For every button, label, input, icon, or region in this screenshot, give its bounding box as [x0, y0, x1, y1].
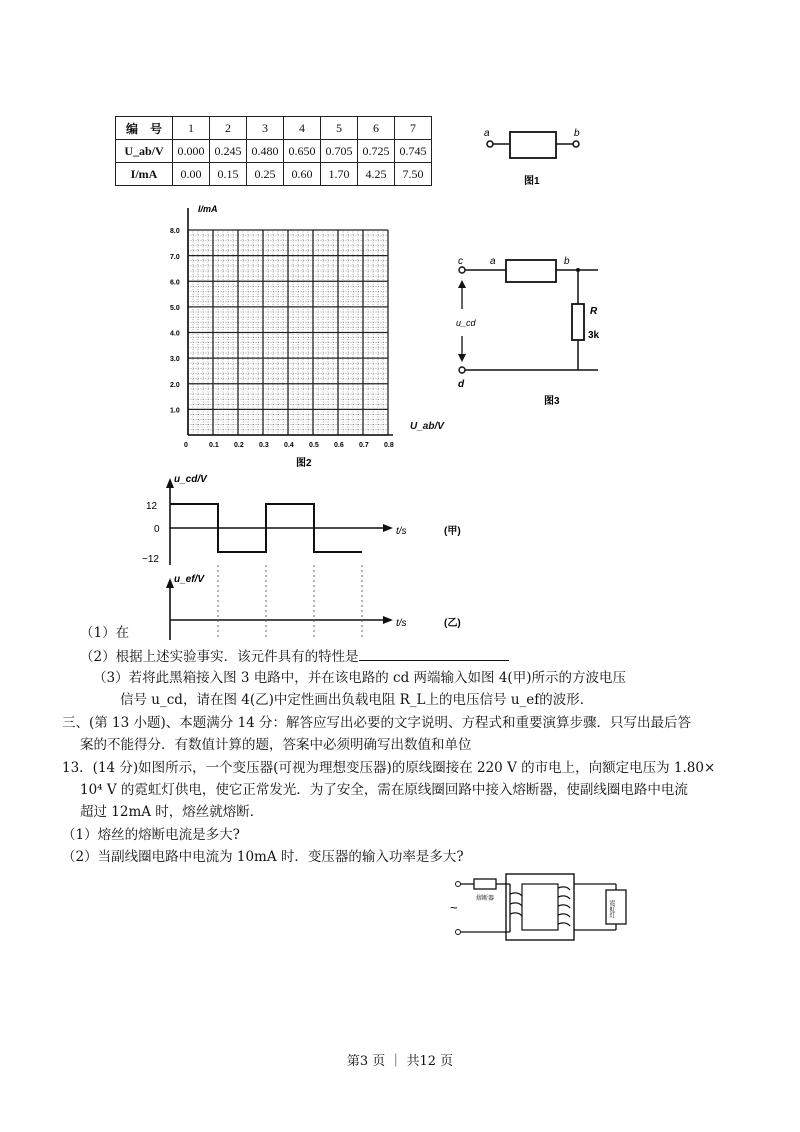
resistor-label: R: [590, 306, 598, 317]
table-cell: 0.650: [284, 140, 321, 163]
table-cell: 0.60: [284, 163, 321, 186]
x-tick-label: 0.2: [234, 442, 244, 449]
data-table: [115, 116, 432, 186]
table-row: [116, 163, 432, 186]
voltage-ucd-label: u_cd: [456, 318, 476, 328]
top-tag: (甲): [444, 526, 461, 537]
resistor-value: 3k: [588, 330, 600, 341]
table-cell: 0.245: [210, 140, 247, 163]
x-tick-label: 0.8: [384, 442, 394, 449]
section-3-header-cont: 案的不能得分．有数值计算的题，答案中必须明确写出数值和单位: [80, 737, 472, 753]
x-axis-label: U_ab/V: [410, 421, 444, 432]
table-cell: 0.00: [173, 163, 210, 186]
y-tick-label: 2.0: [170, 381, 180, 389]
table-header-row: [116, 117, 432, 140]
table-cell: 0.25: [247, 163, 284, 186]
fuse-symbol: [474, 879, 496, 889]
tick-label: 0: [154, 524, 160, 535]
table-cell: 7.50: [395, 163, 432, 186]
x-tick-label: 0: [184, 442, 188, 449]
table-cell: 0.480: [247, 140, 284, 163]
table-header-cell: 编 号: [116, 117, 173, 140]
bottom-tag: (乙): [444, 618, 461, 629]
table-header-cell: 1: [173, 117, 210, 140]
y-tick-label: 3.0: [170, 356, 180, 364]
table-row: [116, 140, 432, 163]
terminal-a-label: a: [484, 128, 490, 139]
table-cell: 0.705: [321, 140, 358, 163]
figure-3-circuit: [448, 254, 608, 414]
tick-label: 12: [146, 501, 158, 512]
question-13-part1: （1）熔丝的熔断电流是多大?: [62, 827, 240, 843]
x-tick-label: 0.5: [309, 442, 319, 449]
top-y-label: u_cd/V: [174, 474, 207, 485]
figure-2-grid-chart: [168, 200, 408, 470]
terminal-d-label: d: [458, 379, 465, 390]
table-header-cell: 7: [395, 117, 432, 140]
transformer-figure: [448, 860, 638, 950]
y-tick-label: 6.0: [170, 279, 180, 287]
question-part-2: （2）根据上述实验事实．该元件具有的特性是: [80, 646, 509, 666]
question-part-1: （1）在: [80, 625, 130, 641]
terminal-a-label: a: [490, 256, 496, 267]
question-13-line2: 10⁴ V 的霓虹灯供电，使它正常发光．为了安全，需在原线圈回路中接入熔断器，使副线圈电路中电流: [80, 782, 688, 798]
question-13-line3: 超过 12mA 时，熔丝就熔断．: [80, 804, 264, 820]
tick-label: −12: [142, 554, 159, 565]
table-header-cell: 5: [321, 117, 358, 140]
y-tick-label: 4.0: [170, 330, 180, 338]
question-13-line1: 13．(14 分)如图所示，一个变压器(可视为理想变压器)的原线圈接在 220 V 的市电上，向额定电压为 1.80×: [62, 760, 716, 776]
ac-symbol: ~: [450, 900, 458, 915]
table-cell: 4.25: [358, 163, 395, 186]
top-t-label: t/s: [396, 526, 407, 537]
page-footer: 第3 页 ｜ 共12 页: [346, 1054, 454, 1069]
figure-3-caption: 图3: [544, 396, 560, 407]
table-cell: 0.000: [173, 140, 210, 163]
table-cell: 0.15: [210, 163, 247, 186]
question-part-3b: 信号 u_cd，请在图 4(乙)中定性画出负载电阻 R_L上的电压信号 u_ef的波形．: [120, 692, 594, 708]
y-tick-label: 7.0: [170, 253, 180, 261]
y-tick-label: 8.0: [170, 228, 180, 236]
section-3-header: 三、(第 13 小题)、本题满分 14 分：解答应写出必要的文字说明、方程式和重要演算步骤．只写出最后答: [62, 715, 692, 731]
table-cell: I/mA: [116, 163, 173, 186]
figure-1-black-box: [478, 122, 588, 192]
figure-1-caption: 图1: [524, 176, 540, 187]
y-axis-label: I/mA: [198, 204, 218, 214]
table-cell: U_ab/V: [116, 140, 173, 163]
lamp-label: 霓虹灯: [608, 900, 614, 918]
figure-2-caption: 图2: [296, 458, 312, 469]
x-tick-label: 0.7: [359, 442, 369, 449]
y-tick-label: 1.0: [170, 407, 180, 415]
terminal-b-label: b: [564, 256, 570, 267]
x-tick-label: 0.4: [284, 442, 294, 449]
bottom-t-label: t/s: [396, 618, 407, 629]
graph-grid: [188, 230, 388, 435]
y-tick-label: 5.0: [170, 305, 180, 312]
figure-4-waveforms: [138, 470, 508, 650]
terminal-b-label: b: [574, 128, 580, 139]
bottom-y-label: u_ef/V: [174, 574, 205, 585]
table-cell: 0.725: [358, 140, 395, 163]
x-tick-label: 0.3: [259, 442, 269, 449]
table-header-cell: 6: [358, 117, 395, 140]
table-header-cell: 3: [247, 117, 284, 140]
terminal-c-label: c: [458, 256, 463, 267]
question-part-3a: （3）若将此黑箱接入图 3 电路中，并在该电路的 cd 两端输入如图 4(甲)所示的方波电压: [93, 670, 626, 686]
fuse-label: 熔断器: [476, 896, 495, 902]
question-13-part2: （2）当副线圈电路中电流为 10mA 时．变压器的输入功率是多大?: [62, 849, 464, 865]
table-cell: 0.745: [395, 140, 432, 163]
table-cell: 1.70: [321, 163, 358, 186]
x-tick-label: 0.1: [209, 442, 219, 449]
table-header-cell: 2: [210, 117, 247, 140]
table-header-cell: 4: [284, 117, 321, 140]
x-tick-label: 0.6: [334, 442, 344, 449]
